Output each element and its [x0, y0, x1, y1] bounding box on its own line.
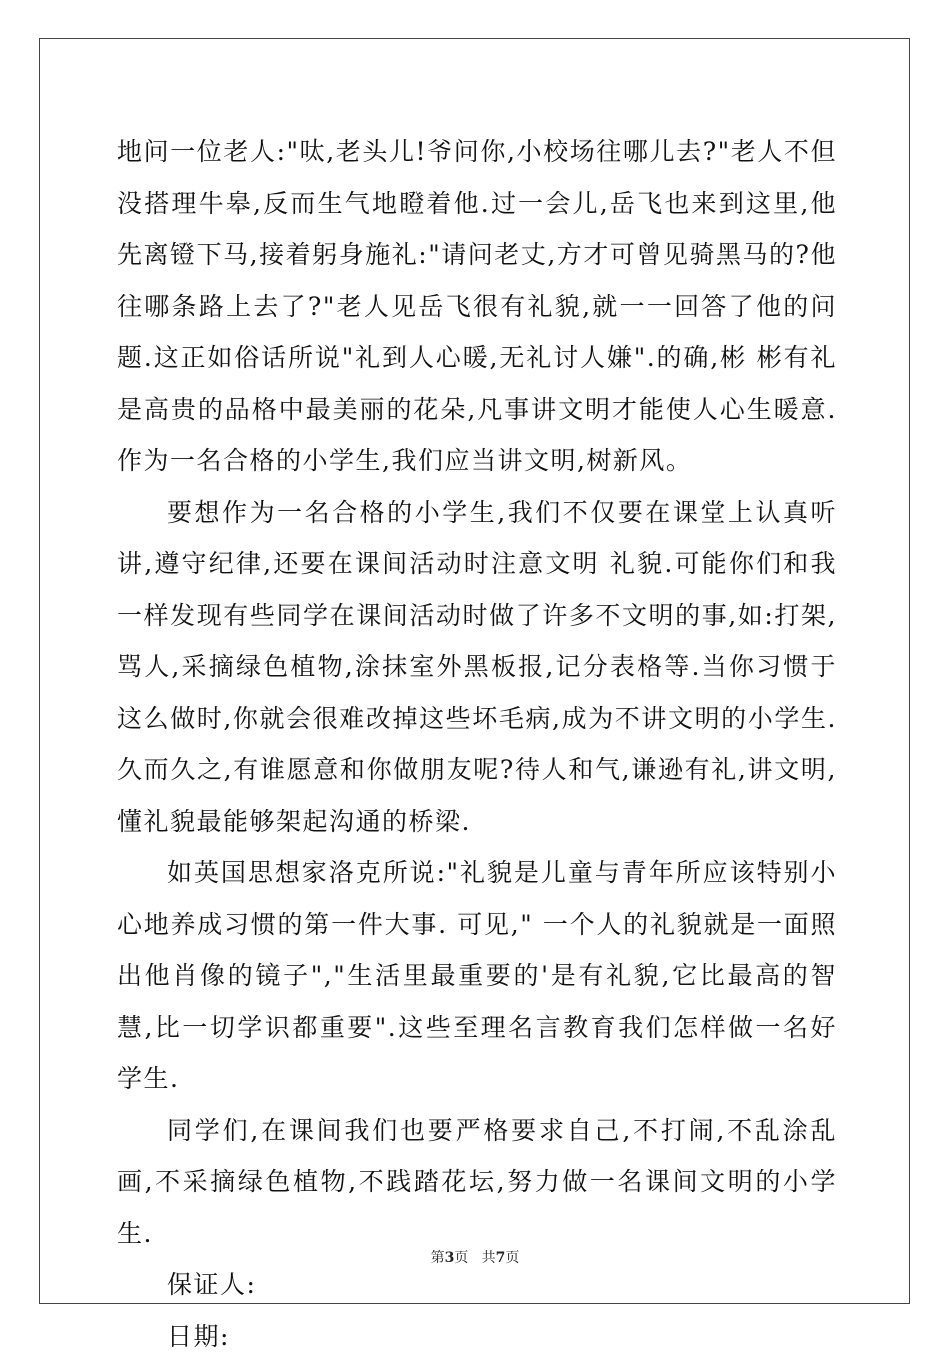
- paragraph-2: 要想作为一名合格的小学生,我们不仅要在课堂上认真听讲,遵守纪律,还要在课间活动时注意文明 礼貌.可能你们和我一样发现有些同学在课间活动时做了许多不文明的事,如:打架,骂人,采摘绿色植物,涂抹室外黑板报,记分表格等.当你习惯于这么做时,你就会很难改掉这些坏毛病,成为不讲文明的小学生.久而久之,有谁愿意和你做朋友呢?待人和气,谦逊有礼,讲文明,懂礼貌最能够架起沟通的桥梁.: [117, 487, 837, 848]
- page-total: 7: [496, 1250, 506, 1266]
- total-prefix: 共: [482, 1250, 496, 1266]
- page-prefix: 第: [431, 1250, 445, 1266]
- page-unit: 页: [454, 1250, 468, 1266]
- document-body: [117, 126, 837, 1362]
- total-unit: 页: [505, 1250, 519, 1266]
- date-label: 日期:: [117, 1311, 837, 1362]
- page-current: 3: [445, 1250, 455, 1266]
- paragraph-4: 同学们,在课间我们也要严格要求自己,不打闹,不乱涂乱画,不采摘绿色植物,不践踏花坛,努力做一名课间文明的小学生.: [117, 1105, 837, 1260]
- page-footer: [0, 1247, 950, 1267]
- paragraph-1: 地问一位老人:"呔,老头儿!爷问你,小校场往哪儿去?"老人不但没搭理牛皋,反而生气地瞪着他.过一会儿,岳飞也来到这里,他先离镫下马,接着躬身施礼:"请问老丈,方才可曾见骑黑马的?他往哪条路上去了?"老人见岳飞很有礼貌,就一一回答了他的问题.这正如俗话所说"礼到人心暖,无礼讨人嫌".的确,彬 彬有礼是高贵的品格中最美丽的花朵,凡事讲文明才能使人心生暖意.作为一名合格的小学生,我们应当讲文明,树新风。: [117, 126, 837, 487]
- paragraph-3: 如英国思想家洛克所说:"礼貌是儿童与青年所应该特别小心地养成习惯的第一件大事. 可见," 一个人的礼貌就是一面照出他肖像的镜子","生活里最重要的'是有礼貌,它比最高的智慧,比一切学识都重要".这些至理名言教育我们怎样做一名好学生.: [117, 847, 837, 1105]
- guarantor-label: 保证人:: [117, 1259, 837, 1311]
